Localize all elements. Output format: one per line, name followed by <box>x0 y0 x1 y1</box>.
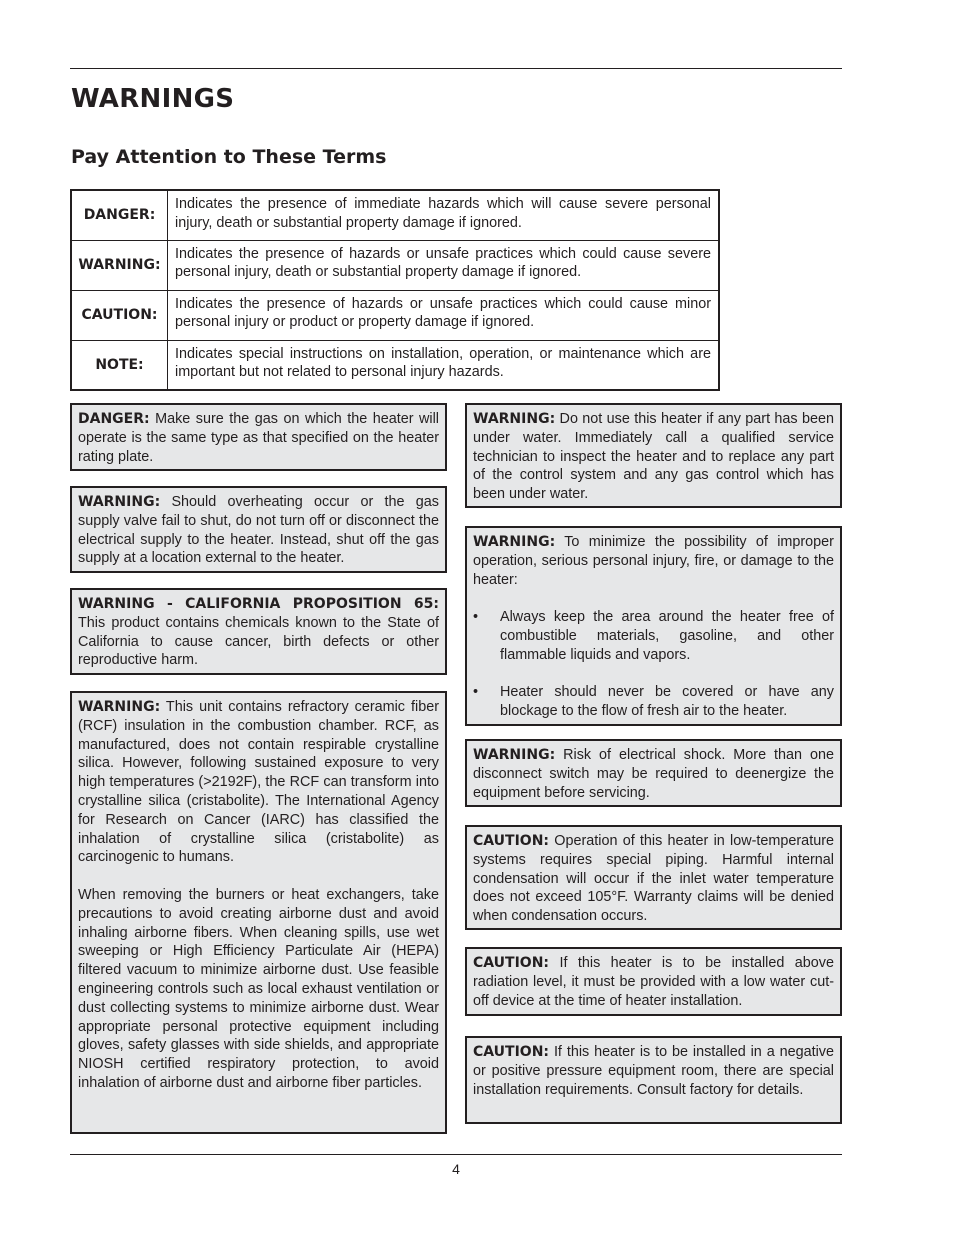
pressure-room-caution-box <box>465 1036 842 1124</box>
bullet-list <box>473 608 834 721</box>
box-label: DANGER: <box>78 411 150 427</box>
box-text: If this heater is to be installed in a negative or positive pressure equipment room, there are special installation requirements. Consult factory for details. <box>473 1044 834 1098</box>
box-text: Do not use this heater if any part has been under water. Immediately call a qualified service technician to inspect the heater and to replace any part of the control system and any gas control which has been under water. <box>473 411 835 503</box>
term-caution: CAUTION: <box>71 290 168 340</box>
box-text-paragraph: When removing the burners or heat exchangers, take precautions to avoid creating airborne dust and avoid inhaling airborne fibers. When cleaning spills, use wet sweeping or High Efficiency Particulate Air (HEPA) filtered vacuum to minimize airborne dust. Use feasible engineering controls such as local exhaust ventilation or dust collecting systems to minimize airborne dust. Wear appropriate personal protective equipment including gloves, safety glasses with side shields, and appropriate NIOSH certified respiratory protection, to avoid inhalation of airborne dust and airborne fiber particles. <box>78 886 439 1091</box>
box-label: WARNING: <box>473 411 556 427</box>
bullet: • <box>473 684 479 701</box>
list-item: • Heater should never be covered or have any blockage to the flow of fresh air to the heater. <box>473 684 834 720</box>
water-damage-warning-box <box>465 403 842 508</box>
list-item: • Always keep the area around the heater free of combustible materials, gasoline, and other flammable liquids and vapors. <box>473 609 834 663</box>
radiation-level-caution-box <box>465 947 842 1016</box>
low-temperature-caution-box <box>465 825 842 930</box>
improper-operation-warning-box <box>465 526 842 726</box>
overheating-warning-box <box>70 486 447 573</box>
term-danger-definition: Indicates the presence of immediate hazards which will cause severe personal injury, death or substantial property damage if ignored. <box>168 190 720 240</box>
box-text: If this heater is to be installed above radiation level, it must be provided with a low water cut-off device at the time of heater installation. <box>473 955 834 1009</box>
page-title: WARNINGS <box>71 84 235 114</box>
electrical-shock-warning-box <box>465 739 842 807</box>
box-label: WARNING: <box>473 747 556 763</box>
header-rule <box>70 68 842 69</box>
page-number: 4 <box>452 1161 460 1177</box>
box-text: Risk of electrical shock. More than one disconnect switch may be required to deenergize the equipment before servicing. <box>473 747 834 801</box>
box-text: This unit contains refractory ceramic fiber (RCF) insulation in the combustion chamber. RCF, as manufactured, does not contain respirable crystalline silica. However, following sustained exposure to very high temperatures (>2192F), the RCF can transform into crystalline silica (cristabolite). The International Agency for Research on Cancer (IARC) has classified the inhalation of crystalline silica (cristabolite) as carcinogenic to humans. <box>78 699 439 866</box>
term-warning: WARNING: <box>71 240 168 290</box>
box-label: WARNING: <box>473 534 556 550</box>
term-danger: DANGER: <box>71 190 168 240</box>
term-caution-definition: Indicates the presence of hazards or unsafe practices which could cause minor personal injury or product or property damage if ignored. <box>168 290 720 340</box>
box-text: Operation of this heater in low-temperature systems requires special piping. Harmful internal condensation will occur if the inlet water temperature does not exceed 105°F. Warranty claims will be denied when condensation occurs. <box>473 833 834 925</box>
box-text: To minimize the possibility of improper operation, serious personal injury, fire, or damage to the heater: <box>473 534 834 588</box>
box-label: WARNING: <box>78 699 161 715</box>
rcf-warning-box <box>70 691 447 1134</box>
prop65-warning-box <box>70 588 447 675</box>
terms-table <box>70 189 720 391</box>
box-text: This product contains chemicals known to the State of California to cause cancer, birth defects or other reproductive harm. <box>78 614 439 669</box>
section-heading: Pay Attention to These Terms <box>71 146 387 168</box>
term-note: NOTE: <box>71 340 168 390</box>
table-row <box>71 290 719 340</box>
box-label: CAUTION: <box>473 955 550 971</box>
term-note-definition: Indicates special instructions on installation, operation, or maintenance which are important but not related to personal injury hazards. <box>168 340 720 390</box>
table-row <box>71 240 719 290</box>
box-label: CAUTION: <box>473 833 550 849</box>
box-text: Make sure the gas on which the heater will operate is the same type as that specified on the heater rating plate. <box>78 411 440 465</box>
box-text: Should overheating occur or the gas supply valve fail to shut, do not turn off or disconnect the electrical supply to the heater. Instead, shut off the gas supply at a location external to the heater. <box>78 494 440 567</box>
box-label: WARNING - CALIFORNIA PROPOSITION 65: <box>78 596 439 612</box>
box-label: WARNING: <box>78 494 161 510</box>
bullet: • <box>473 609 479 626</box>
footer-rule <box>70 1154 842 1155</box>
danger-gas-type-box <box>70 403 447 471</box>
table-row <box>71 190 719 240</box>
box-label: CAUTION: <box>473 1044 550 1060</box>
table-row <box>71 340 719 390</box>
term-warning-definition: Indicates the presence of hazards or unsafe practices which could cause severe personal injury, death or substantial property damage if ignored. <box>168 240 720 290</box>
